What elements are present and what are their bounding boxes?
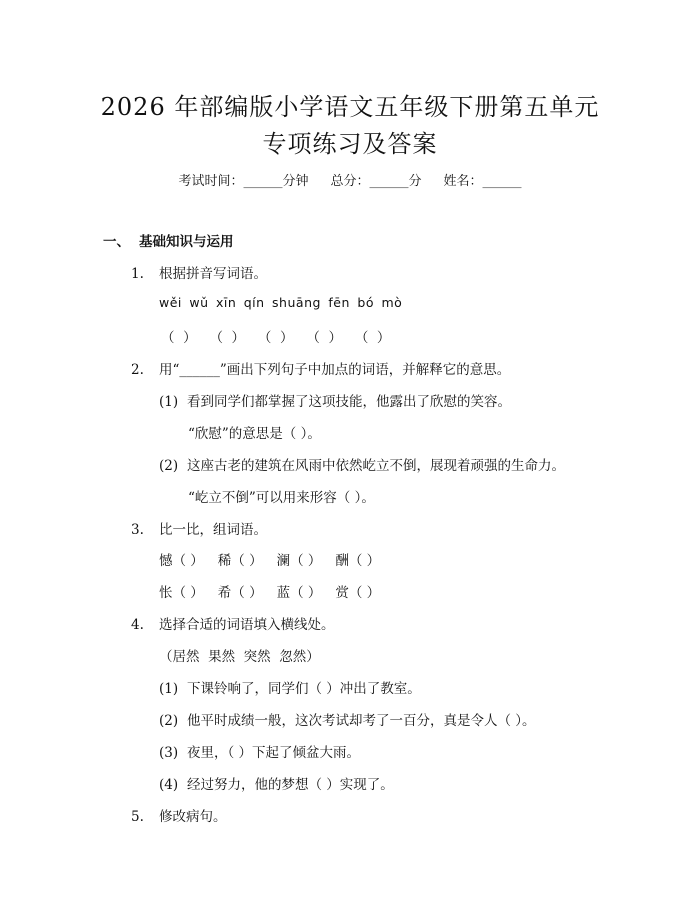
sub-label: (1) [159, 681, 179, 697]
word-pair-row-2 [159, 581, 394, 601]
sub-text: 看到同学们都掌握了这项技能，他露出了欣慰的笑容。 [187, 394, 511, 410]
question-number: 1. [131, 266, 144, 282]
sub-question-2 [159, 709, 536, 729]
word-pair: 憾（ ） [159, 553, 204, 569]
sub-text: 经过努力，他的梦想（ ）实现了。 [187, 777, 394, 793]
sub-answer-1: “欣慰”的意思是（ ）。 [188, 426, 321, 442]
sub-answer-2: “屹立不倒”可以用来形容（ ）。 [188, 490, 375, 506]
question-number: 4. [131, 617, 144, 633]
sub-question-4 [159, 773, 394, 793]
sub-text: 下课铃响了，同学们（ ）冲出了教室。 [187, 681, 421, 697]
question-2 [131, 358, 510, 378]
pinyin-line: wěi wǔ xīn qín shuāng fēn bó mò [159, 295, 403, 310]
section-heading [103, 230, 234, 250]
sub-label: (2) [159, 458, 179, 474]
section-marker: 一、 [103, 234, 130, 250]
word-pair: 希（ ） [217, 585, 263, 601]
question-number: 5. [131, 809, 144, 825]
sub-question-2 [159, 454, 565, 474]
exam-name: 姓名：______ [443, 174, 522, 189]
sub-label: (3) [159, 745, 179, 761]
word-pair: 赏（ ） [335, 585, 381, 601]
sub-label: (4) [159, 777, 179, 793]
answer-blanks: （ ） （ ） （ ） （ ） （ ） [161, 330, 391, 346]
page-title-line1: 2026 年部编版小学语文五年级下册第五单元 [100, 93, 600, 121]
sub-label: (2) [159, 713, 179, 729]
question-text: 修改病句。 [159, 809, 227, 825]
exam-time: 考试时间：______分钟 [178, 174, 309, 189]
word-pair: 蓝（ ） [276, 585, 322, 601]
sub-question-1 [159, 677, 421, 697]
question-4 [131, 613, 335, 633]
sub-question-1 [159, 390, 511, 410]
sub-text: 他平时成绩一般，这次考试却考了一百分，真是令人（ ）。 [187, 713, 536, 729]
sub-label: (1) [159, 394, 179, 410]
question-text: 用“______”画出下列句子中加点的词语，并解释它的意思。 [159, 362, 511, 378]
page-title-line2: 专项练习及答案 [262, 130, 438, 158]
word-pair: 澜（ ） [276, 553, 322, 569]
word-pair: 稀（ ） [217, 553, 263, 569]
sub-question-3 [159, 741, 360, 761]
question-text: 选择合适的词语填入横线处。 [159, 617, 335, 633]
question-1 [131, 262, 267, 282]
question-3 [131, 518, 267, 538]
question-text: 比一比，组词语。 [159, 522, 267, 538]
sub-text: 这座古老的建筑在风雨中依然屹立不倒，展现着顽强的生命力。 [187, 458, 565, 474]
question-text: 根据拼音写词语。 [159, 266, 267, 282]
word-pair: 酬（ ） [335, 553, 381, 569]
question-number: 2. [131, 362, 144, 378]
question-5 [131, 805, 227, 825]
section-title: 基础知识与运用 [139, 234, 234, 250]
exam-info [0, 170, 700, 189]
word-options: （居然 果然 突然 忽然） [159, 649, 320, 665]
exam-score: 总分：______分 [330, 174, 422, 189]
question-number: 3. [131, 522, 144, 538]
word-pair: 怅（ ） [159, 585, 204, 601]
word-pair-row-1 [159, 549, 394, 569]
sub-text: 夜里，（ ）下起了倾盆大雨。 [187, 745, 361, 761]
